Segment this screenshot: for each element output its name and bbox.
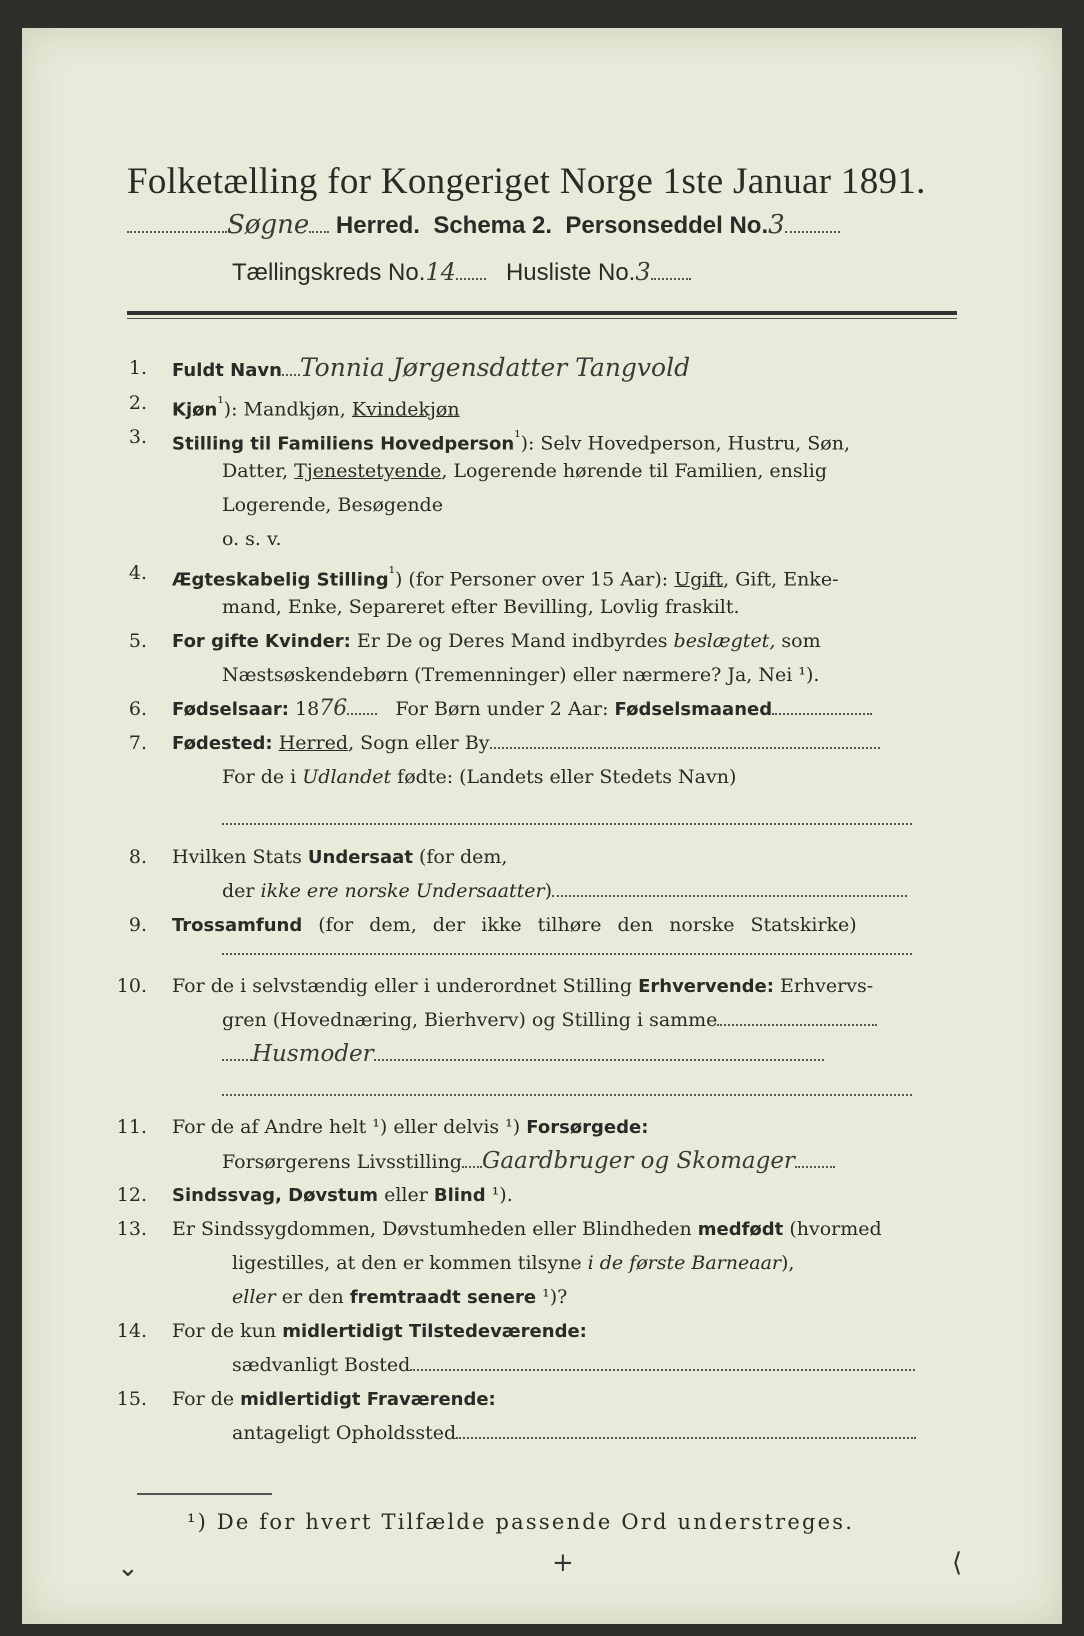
question-label: Ægteskabelig Stilling: [172, 569, 389, 591]
answer-provider-occupation: Gaardbruger og Skomager: [481, 1148, 795, 1174]
question-label: Fuldt Navn: [172, 360, 282, 381]
question-3-line-4: [222, 522, 282, 556]
question-text: ¹).: [485, 1184, 513, 1206]
dotted-leader: [282, 374, 300, 376]
question-text: gren (Hovednæring, Bierhverv) og Stilling i samme: [222, 1009, 718, 1031]
question-label: midlertidigt Fraværende:: [240, 1389, 496, 1410]
question-text: For de af Andre helt ¹) eller delvis ¹): [172, 1116, 527, 1138]
question-text: (for dem, der ikke tilhøre den norske Statskirke): [302, 914, 857, 936]
question-text: For de kun: [172, 1320, 283, 1342]
question-14-line-2: [232, 1348, 915, 1382]
question-text: Er De og Deres Mand indbyrdes: [350, 630, 674, 652]
question-text: Erhvervs-: [773, 975, 874, 997]
header-rule-thick: [127, 311, 957, 315]
question-text: , Sogn eller By: [348, 732, 490, 754]
answer-underlined-option: Ugift: [674, 568, 724, 591]
header-line-herred: [127, 210, 967, 240]
personseddel-no: 3: [768, 210, 785, 240]
question-number: 13.: [116, 1218, 147, 1240]
footnote-ref: ¹: [514, 427, 521, 446]
answer-full-name: Tonnia Jørgensdatter Tangvold: [299, 353, 691, 382]
question-text: Er Sindssygdommen, Døvstumheden eller Blindheden: [172, 1218, 698, 1240]
husliste-label: Husliste No.: [505, 259, 636, 286]
question-text: For Børn under 2 Aar:: [395, 698, 615, 720]
blank-answer-line: [222, 1094, 912, 1096]
question-label: Fødselsaar:: [172, 699, 289, 720]
question-text: ¹)?: [536, 1286, 568, 1308]
footnote-ref: ¹: [388, 563, 395, 582]
question-label: For gifte Kvinder:: [172, 631, 351, 652]
question-number: 3.: [128, 426, 147, 448]
form-title: Folketælling for Kongeriget Norge 1ste Januar 1891.: [127, 161, 926, 202]
question-label: Undersaat: [307, 847, 413, 868]
answer-underlined-option: Herred: [278, 732, 349, 754]
question-label: fremtraadt senere: [349, 1287, 537, 1308]
footnote-rule: [137, 1493, 272, 1495]
dotted-leader: [462, 1166, 482, 1168]
question-text-italic: beslægtet,: [673, 630, 776, 652]
header-line-kreds: [232, 258, 932, 287]
corner-mark-left: ⌄: [117, 1553, 139, 1583]
dotted-leader: [490, 747, 880, 749]
dotted-leader: [772, 713, 872, 715]
question-label: Blind: [433, 1185, 486, 1206]
question-label: Trossamfund: [172, 915, 303, 936]
question-text-italic: eller: [232, 1286, 276, 1308]
question-label: Sindssvag, Døvstum: [172, 1185, 379, 1206]
question-3-line-2: [222, 454, 827, 488]
question-text: Hvilken Stats: [172, 846, 308, 868]
question-text: ),: [781, 1252, 795, 1274]
question-label: Fødested:: [172, 733, 273, 754]
dotted-leader: [795, 1166, 835, 1168]
question-text: , Gift, Enke-: [723, 568, 839, 591]
question-label: medfødt: [697, 1219, 784, 1240]
question-text: For de i: [222, 766, 303, 788]
dotted-leader: [456, 278, 486, 280]
kreds-label: Tællingskreds No.: [232, 259, 426, 286]
question-number: 11.: [116, 1116, 147, 1138]
question-text: Logerende, Besøgende: [222, 494, 443, 516]
question-label: Forsørgede:: [526, 1117, 649, 1138]
question-number: 6.: [128, 698, 147, 720]
question-13-line-3: [232, 1280, 567, 1315]
question-text: ): Selv Hovedperson, Hustru, Søn,: [520, 432, 850, 455]
question-number: 2.: [128, 392, 147, 414]
kreds-no: 14: [425, 258, 456, 286]
answer-underlined-option: Kvindekjøn: [351, 398, 460, 421]
answer-occupation: Husmoder: [252, 1041, 374, 1067]
question-number: 14.: [116, 1320, 147, 1342]
header-rule-thin: [127, 318, 957, 319]
question-8-line-2: [222, 874, 907, 908]
dotted-leader: [374, 1059, 824, 1061]
question-text: (for dem,: [412, 846, 508, 868]
question-number: 9.: [128, 914, 147, 936]
corner-mark-right: ⟨: [952, 1548, 963, 1578]
question-label: Erhvervende:: [638, 976, 774, 997]
dotted-leader: [127, 231, 227, 233]
footnote: ¹) De for hvert Tilfælde passende Ord understreges.: [187, 1510, 855, 1534]
footnote-ref: ¹: [217, 393, 224, 412]
question-11-line-2: [222, 1144, 835, 1179]
question-text: Datter,: [222, 460, 295, 482]
question-number: 8.: [128, 846, 147, 868]
center-registration-mark: +: [552, 1548, 574, 1578]
census-sheet: [22, 28, 1062, 1624]
question-label: Stilling til Familiens Hovedperson: [172, 433, 515, 455]
question-3-line-3: [222, 488, 443, 522]
schema-label: Schema 2.: [433, 212, 553, 239]
question-10-line-2: [222, 1003, 877, 1037]
question-number: 5.: [128, 630, 147, 652]
dotted-leader: [456, 1437, 916, 1439]
birth-year-prefix: 18: [289, 698, 320, 720]
question-text: ): Mandkjøn,: [223, 398, 352, 421]
question-text: Næstsøskendebørn (Tremenninger) eller nærmere? Ja, Nei ¹).: [222, 664, 820, 686]
dotted-leader: [552, 895, 907, 897]
question-text: antageligt Opholdssted: [232, 1422, 457, 1444]
question-text: For de i selvstændig eller i underordnet Stilling: [172, 975, 639, 997]
husliste-no: 3: [635, 258, 651, 286]
dotted-leader: [785, 231, 840, 233]
question-number: 12.: [116, 1184, 147, 1206]
herred-label: Herred.: [335, 212, 420, 239]
question-number: 15.: [116, 1388, 147, 1410]
answer-birth-year: 76: [319, 696, 348, 721]
question-label: midlertidigt Tilstedeværende:: [282, 1321, 587, 1342]
question-text: eller: [378, 1184, 434, 1206]
question-text: fødte: (Landets eller Stedets Navn): [391, 766, 737, 788]
question-text: , Logerende hørende til Familien, enslig: [441, 460, 827, 482]
personseddel-label: Personseddel No.: [565, 212, 769, 239]
question-number: 10.: [116, 975, 147, 997]
dotted-leader: [717, 1024, 877, 1026]
question-text: er den: [275, 1286, 350, 1308]
question-label: Fødselsmaaned: [614, 699, 773, 720]
blank-answer-line: [222, 823, 912, 825]
question-text: sædvanligt Bosted: [232, 1354, 411, 1376]
question-10-line-3: [222, 1037, 824, 1072]
blank-answer-line: [222, 953, 912, 955]
question-text: ): [544, 880, 552, 902]
question-text: (hvormed: [783, 1218, 882, 1240]
answer-underlined-option: Tjenestetyende: [294, 460, 442, 482]
question-text: For de: [172, 1388, 241, 1410]
question-number: 4.: [128, 562, 147, 584]
question-15-line-2: [232, 1416, 916, 1450]
question-text: ) (for Personer over 15 Aar):: [394, 568, 675, 591]
herred-name: Søgne: [227, 210, 310, 240]
question-7-line-2: [222, 760, 736, 794]
question-number: 7.: [128, 732, 147, 754]
question-5-line-2: [222, 658, 819, 692]
dotted-leader: [309, 231, 329, 233]
question-4-line-2: [222, 590, 740, 624]
question-text: der: [222, 880, 261, 902]
question-text: Forsørgerens Livsstilling: [222, 1151, 462, 1173]
dotted-leader: [651, 278, 691, 280]
dotted-leader: [347, 713, 377, 715]
question-text-italic: Udlandet: [302, 766, 392, 788]
question-text: o. s. v.: [222, 528, 282, 550]
question-text-italic: ikke ere norske Undersaatter: [260, 880, 545, 902]
question-text: ligestilles, at den er kommen tilsyne: [232, 1252, 588, 1274]
question-text: mand, Enke, Separeret efter Bevilling, Lovlig fraskilt.: [222, 596, 740, 618]
question-text: som: [775, 630, 821, 652]
dotted-leader: [410, 1369, 915, 1371]
question-number: 1.: [128, 357, 147, 379]
question-label: Kjøn: [172, 399, 218, 421]
dotted-leader: [222, 1059, 252, 1061]
question-13-line-2: [232, 1246, 794, 1280]
question-text-italic: i de første Barneaar: [587, 1252, 781, 1274]
